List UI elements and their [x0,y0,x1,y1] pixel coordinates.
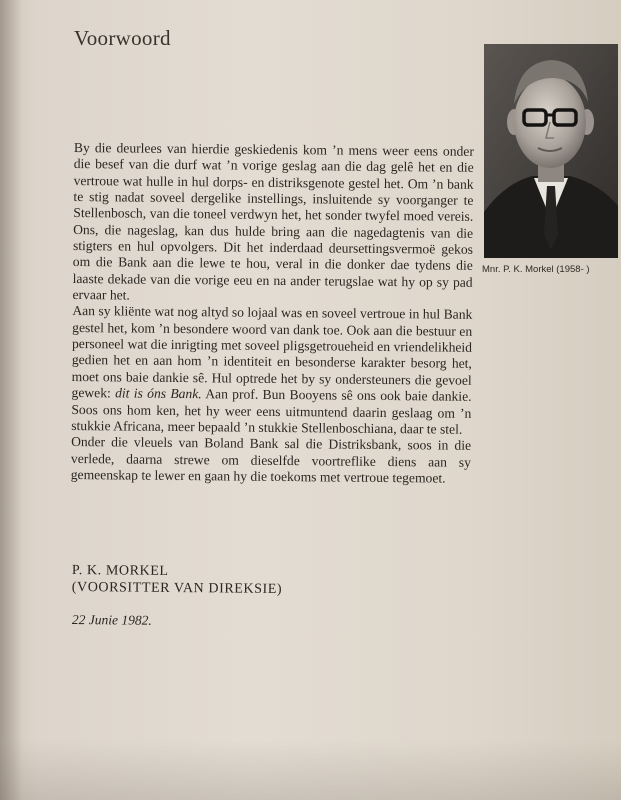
paragraph-2 [71,303,472,438]
date-line: 22 Junie 1982. [71,612,152,628]
signatory-name: P. K. MORKEL [71,562,169,579]
paragraph-2-text-a: Aan sy kliënte wat nog altyd so lojaal was en soveel vertroue in hul Bank gestel het, kom ’n besondere woord van dank toe. Ook aan die bestuur en personeel wat die inrigting met soveel pligsgetroueheid en vriendelikheid gedien het en aan hom ’n identiteit en besonderse karakter besorg het, moet ons baie dankie sê. Hul optrede het by sy ondersteuners die gevoel gewek: [71,303,473,401]
paragraph-2-text-b: Aan prof. Bun Booyens sê ons ook baie dankie. Soos ons hom ken, het hy weer eens uitmuntend daarin geslaag om ’n stukkie Africana, meer bepaald ’n stukkie Stellenboschiana, daar te stel. [71,386,472,437]
page-bottom-shadow [0,740,621,800]
signatory-title: (VOORSITTER VAN DIREKSIE) [71,579,283,598]
paragraph-1: By die deurlees van hierdie geskiedenis kom ’n mens weer eens onder die besef van die durf wat ’n vorige geslag aan die dag gelê het en die vertroue wat hulle in hul dorps- en distriksgenote gestel het. Om ’n bank te stig nadat soveel dergelike instellings, insluitende sy voorganger te Stellenbosch, van die toneel verdwyn het, het sonder twyfel moed vereis. Ons, die nageslag, kan dus hulde bring aan die nagedagtenis van die stigters en hul opvolgers. Dit het inderdaad deursettingsvermoë gekos om die Bank aan die lewe te hou, veral in die donker dae tydens die laaste dekade van die vorige eeu en na ander terugslae wat hy op sy pad ervaar het. [72,140,474,303]
spine-shadow [0,0,22,800]
page-heading: Voorwoord [74,26,171,50]
portrait-photo [484,44,618,258]
paragraph-3: Onder die vleuels van Boland Bank sal die Distriksbank, soos in die verlede, daarna strewe om dieselfde voortreflike diens aan sy gemeenskap te lewer en gaan hy die toekoms met vertroue tegemoet. [70,434,472,486]
paragraph-2-emphasis: dit is óns Bank. [115,385,202,402]
photo-caption: Mnr. P. K. Morkel (1958- ) [482,264,590,275]
portrait-illustration [484,44,618,258]
signature-block [72,562,283,598]
foreword-body [71,140,474,487]
